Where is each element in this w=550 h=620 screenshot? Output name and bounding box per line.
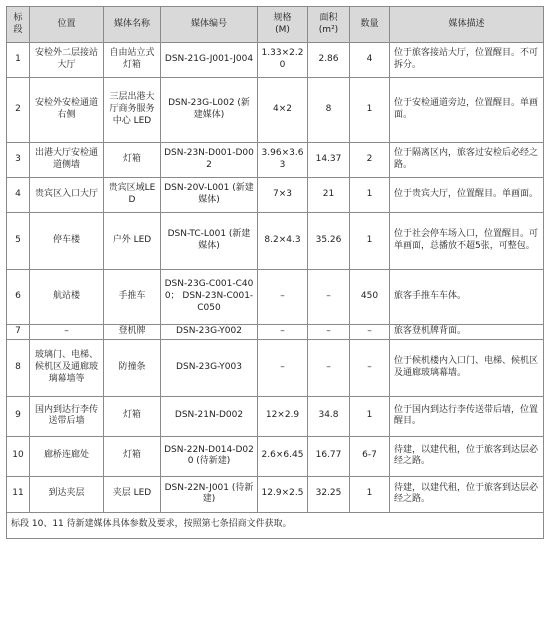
table-row: [7, 213, 544, 270]
table-row: [7, 43, 544, 78]
media-name-cell: 登机牌: [104, 325, 161, 340]
segment-cell: 5: [7, 213, 30, 270]
quantity-cell: 1: [350, 396, 390, 436]
spec-cell: 8.2×4.3: [258, 213, 308, 270]
segment-cell: 4: [7, 178, 30, 213]
header-media-name: 媒体名称: [104, 7, 161, 43]
segment-cell: 7: [7, 325, 30, 340]
description-cell: 位于候机楼内入口门、电梯、候机区及通廊玻璃幕墙。: [390, 339, 544, 396]
media-code-cell: DSN-23G-C001-C400； DSN-23N-C001-C050: [161, 270, 258, 325]
spec-cell: 1.33×2.20: [258, 43, 308, 78]
media-name-cell: 灯箱: [104, 396, 161, 436]
table-row: [7, 436, 544, 476]
media-code-cell: DSN-23G-Y002: [161, 325, 258, 340]
header-spec-unit: (M): [275, 24, 290, 35]
location-cell: 贵宾区入口大厅: [30, 178, 104, 213]
table-header-row: [7, 7, 544, 43]
spec-cell: –: [258, 270, 308, 325]
area-cell: 32.25: [308, 476, 350, 512]
spec-cell: –: [258, 339, 308, 396]
header-segment: 标段: [7, 7, 30, 43]
table-row: [7, 396, 544, 436]
description-cell: 待建，以建代租，位于旅客到达层必经之路。: [390, 436, 544, 476]
spec-cell: 4×2: [258, 78, 308, 143]
segment-cell: 3: [7, 143, 30, 178]
segment-cell: 2: [7, 78, 30, 143]
description-cell: 位于贵宾大厅，位置醒目。单画面。: [390, 178, 544, 213]
media-code-cell: DSN-20V-L001 (新建媒体): [161, 178, 258, 213]
area-cell: 34.8: [308, 396, 350, 436]
segment-cell: 8: [7, 339, 30, 396]
spec-cell: 12.9×2.5: [258, 476, 308, 512]
media-code-cell: DSN-21N-D002: [161, 396, 258, 436]
table-row: [7, 270, 544, 325]
header-quantity: 数量: [350, 7, 390, 43]
media-code-cell: DSN-23G-Y003: [161, 339, 258, 396]
location-cell: 安检外二层接站大厅: [30, 43, 104, 78]
area-cell: 8: [308, 78, 350, 143]
segment-cell: 11: [7, 476, 30, 512]
quantity-cell: 1: [350, 78, 390, 143]
media-code-cell: DSN-TC-L001 (新建媒体): [161, 213, 258, 270]
area-cell: 21: [308, 178, 350, 213]
media-code-cell: DSN-23N-D001-D002: [161, 143, 258, 178]
document-page: [6, 6, 544, 539]
header-location: 位置: [30, 7, 104, 43]
spec-cell: –: [258, 325, 308, 340]
quantity-cell: –: [350, 339, 390, 396]
description-cell: 位于安检通道旁边，位置醒目。单画面。: [390, 78, 544, 143]
media-name-cell: 自由站立式灯箱: [104, 43, 161, 78]
header-description: 媒体描述: [390, 7, 544, 43]
description-cell: 位于社会停车场入口，位置醒目。可单画面，总播放不超5张，可整包。: [390, 213, 544, 270]
spec-cell: 3.96×3.63: [258, 143, 308, 178]
media-code-cell: DSN-22N-D014-D020 (待新建): [161, 436, 258, 476]
description-cell: 旅客手推车车体。: [390, 270, 544, 325]
table-row: [7, 178, 544, 213]
footnote-row: [7, 512, 544, 538]
description-cell: 待建，以建代租，位于旅客到达层必经之路。: [390, 476, 544, 512]
header-area: [308, 7, 350, 43]
description-cell: 旅客登机牌背面。: [390, 325, 544, 340]
quantity-cell: 2: [350, 143, 390, 178]
area-cell: –: [308, 325, 350, 340]
quantity-cell: 450: [350, 270, 390, 325]
location-cell: 出港大厅安检通道侧墙: [30, 143, 104, 178]
location-cell: 玻璃门、电梯、候机区及通廊玻璃幕墙等: [30, 339, 104, 396]
area-cell: 14.37: [308, 143, 350, 178]
table-row: [7, 476, 544, 512]
table-row: [7, 78, 544, 143]
description-cell: 位于隔离区内，旅客过安检后必经之路。: [390, 143, 544, 178]
table-row: [7, 325, 544, 340]
media-name-cell: 灯箱: [104, 143, 161, 178]
media-table: [6, 6, 544, 539]
media-code-cell: DSN-23G-L002 (新建媒体): [161, 78, 258, 143]
description-cell: 位于旅客接站大厅，位置醒目。不可拆分。: [390, 43, 544, 78]
area-cell: 2.86: [308, 43, 350, 78]
area-cell: 16.77: [308, 436, 350, 476]
location-cell: 安检外安检通道右侧: [30, 78, 104, 143]
table-row: [7, 339, 544, 396]
media-name-cell: 三层出港大厅商务服务中心 LED: [104, 78, 161, 143]
header-area-unit: (m²): [318, 24, 339, 35]
header-area-label: 面积: [319, 12, 338, 23]
spec-cell: 2.6×6.45: [258, 436, 308, 476]
location-cell: –: [30, 325, 104, 340]
media-code-cell: DSN-21G-J001-J004: [161, 43, 258, 78]
media-name-cell: 灯箱: [104, 436, 161, 476]
area-cell: 35.26: [308, 213, 350, 270]
spec-cell: 12×2.9: [258, 396, 308, 436]
table-body: [7, 43, 544, 513]
segment-cell: 10: [7, 436, 30, 476]
segment-cell: 9: [7, 396, 30, 436]
location-cell: 到达夹层: [30, 476, 104, 512]
media-name-cell: 手推车: [104, 270, 161, 325]
description-cell: 位于国内到达行李传送带后墙，位置醒目。: [390, 396, 544, 436]
spec-cell: 7×3: [258, 178, 308, 213]
header-spec: [258, 7, 308, 43]
header-media-code: 媒体编号: [161, 7, 258, 43]
location-cell: 廊桥连廊处: [30, 436, 104, 476]
media-name-cell: 夹层 LED: [104, 476, 161, 512]
location-cell: 航站楼: [30, 270, 104, 325]
table-row: [7, 143, 544, 178]
media-code-cell: DSN-22N-J001 (待新建): [161, 476, 258, 512]
segment-cell: 6: [7, 270, 30, 325]
media-name-cell: 防撞条: [104, 339, 161, 396]
quantity-cell: 6-7: [350, 436, 390, 476]
media-name-cell: 贵宾区域LED: [104, 178, 161, 213]
header-spec-label: 规格: [273, 12, 292, 23]
footnote: 标段 10、11 待新建媒体具体参数及要求，按照第七条招商文件获取。: [7, 512, 544, 538]
media-name-cell: 户外 LED: [104, 213, 161, 270]
location-cell: 国内到达行李传送带后墙: [30, 396, 104, 436]
quantity-cell: 4: [350, 43, 390, 78]
quantity-cell: 1: [350, 213, 390, 270]
location-cell: 停车楼: [30, 213, 104, 270]
area-cell: –: [308, 339, 350, 396]
quantity-cell: 1: [350, 178, 390, 213]
area-cell: –: [308, 270, 350, 325]
segment-cell: 1: [7, 43, 30, 78]
quantity-cell: –: [350, 325, 390, 340]
quantity-cell: 1: [350, 476, 390, 512]
